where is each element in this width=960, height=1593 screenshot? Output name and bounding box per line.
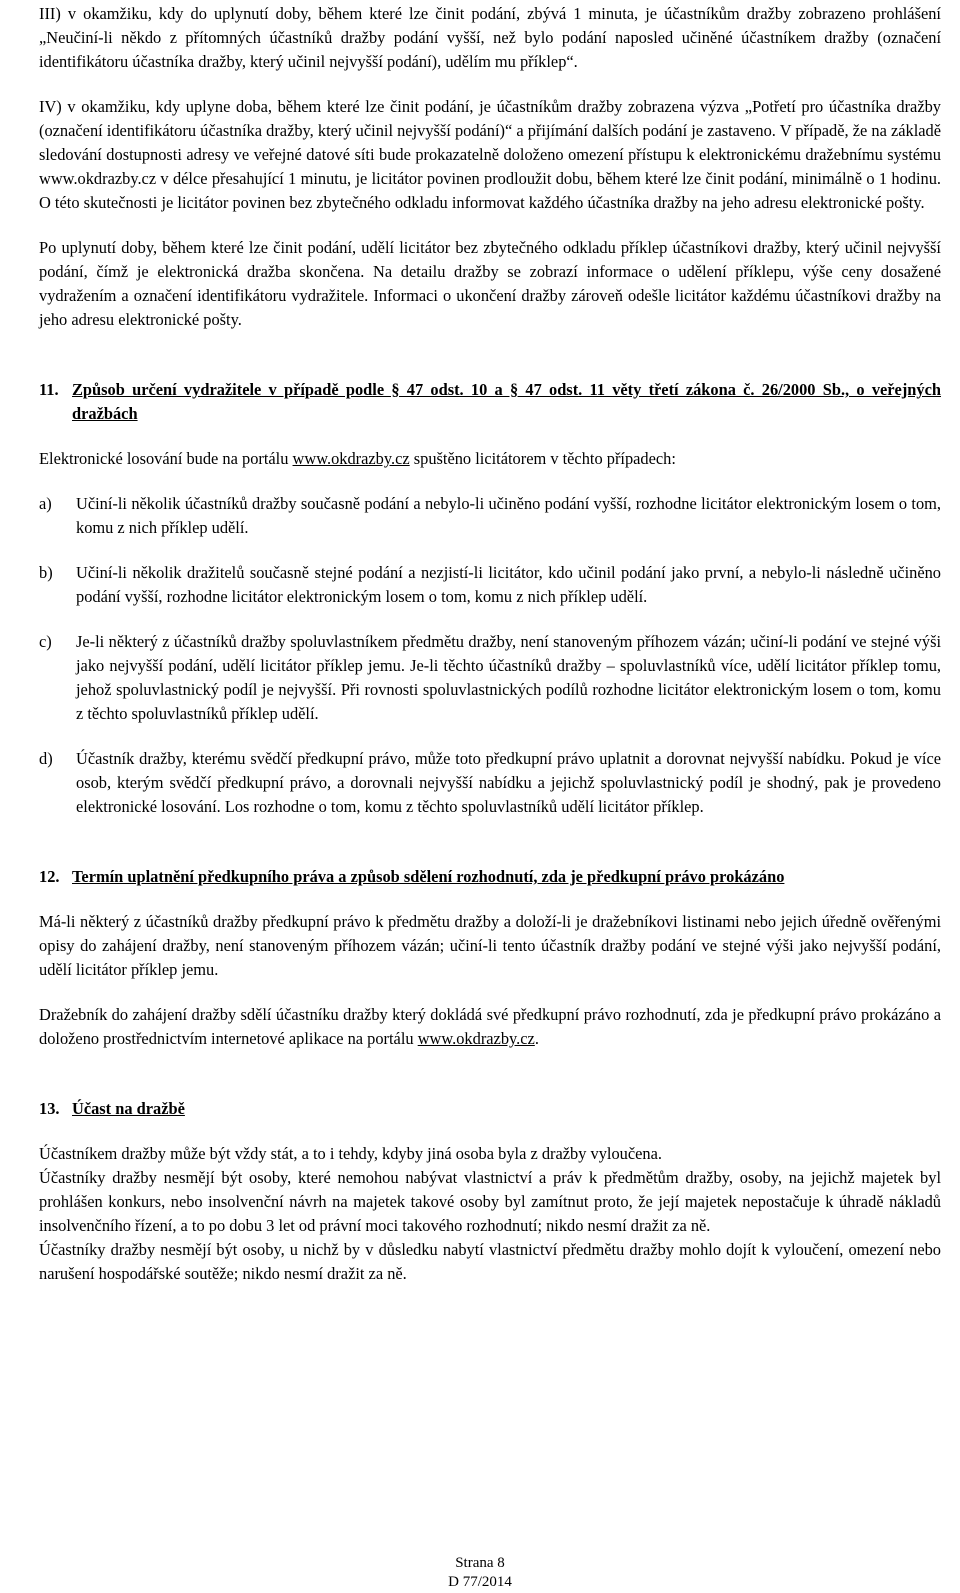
list-item-label: a) — [39, 494, 52, 513]
section-13-heading — [39, 1097, 941, 1121]
document-page — [39, 2, 941, 1286]
section-11-number: 11. — [39, 380, 59, 399]
section-12-paragraph-1: Má-li některý z účastníků dražby předkupní právo k předmětu dražby a doloží-li je dražebníkovi listinami nebo jejich úředně ověřenými opisy do zahájení dražby, není stanoveným příhozem vázán; učiní-li tento účastník dražby podání ve stejné výši jako nejvyšší podání, udělí licitátor příklep jemu. — [39, 912, 941, 979]
list-item-c — [39, 630, 941, 726]
section-11-title: Způsob určení vydražitele v případě podle § 47 odst. 10 a § 47 odst. 11 věty třetí zákona č. 26/2000 Sb., o veřejných dražbách — [72, 380, 941, 423]
section-12-number: 12. — [39, 867, 60, 886]
list-item-a — [39, 492, 941, 540]
section-12-title: Termín uplatnění předkupního práva a způsob sdělení rozhodnutí, zda je předkupní právo prokázáno — [72, 867, 785, 886]
section-13-paragraph-2: Účastníky dražby nesmějí být osoby, které nemohou nabývat vlastnictví a práv k předmětům dražby, osoby, na jejichž majetek byl prohlášen konkurs, nebo insolvenční návrh na majetek takové osoby byl zamítnut proto, že její majetek nepostačuje k úhradě nákladů insolvenčního řízení, a to po dobu 3 let od právní moci takového rozhodnutí; nikdo nesmí dražit za ně. — [39, 1168, 941, 1235]
section-13-paragraph-1: Účastníkem dražby může být vždy stát, a to i tehdy, kdyby jiná osoba byla z dražby vyloučena. — [39, 1144, 662, 1163]
section-13-number: 13. — [39, 1099, 60, 1118]
paragraph-iv: IV) v okamžiku, kdy uplyne doba, během které lze činit podání, je účastníkům dražby zobrazena výzva „Potřetí pro účastníka dražby (označení identifikátoru účastníka dražby, který učinil nejvyšší podání)“ a přijímání dalších podání je zastaveno. V případě, že na základě sledování dostupnosti adresy ve veřejné datové síti bude prokazatelně doloženo omezení přístupu k elektronickému dražebnímu systému www.okdrazby.cz v délce přesahující 1 minutu, je licitátor povinen prodloužit dobu, během které lze činit podání, minimálně o 1 hodinu. O této skutečnosti je licitátor povinen bez zbytečného odkladu informovat každého účastníka dražby na jeho adresu elektronické pošty. — [39, 97, 941, 212]
list-item-text: Je-li některý z účastníků dražby spoluvlastníkem předmětu dražby, není stanoveným příhozem vázán; učiní-li podání ve stejné výši jako nejvyšší podání, udělí licitátor příklep jemu. Je-li těchto účastníků dražby – spoluvlastníků více, udělí licitátor příklep tomu, jehož spoluvlastnický podíl je nejvyšší. Při rovnosti spoluvlastnických podílů rozhodne licitátor elektronickým losem o tom, komu z těchto spoluvlastníků příklep udělí. — [76, 632, 941, 723]
section-11-intro: Elektronické losování bude na portálu www.okdrazby.cz spuštěno licitátorem v těchto případech: — [39, 449, 676, 468]
list-item-b — [39, 561, 941, 609]
paragraph-iii: III) v okamžiku, kdy do uplynutí doby, během které lze činit podání, zbývá 1 minuta, je účastníkům dražby zobrazeno prohlášení „Neučiní-li někdo z přítomných účastníků dražby podání vyšší, než bylo podání naposled učiněné účastníkem dražby (označení identifikátoru účastníka dražby, který učinil nejvyšší podání), udělím mu příklep“. — [39, 4, 941, 71]
paragraph-after-bidding: Po uplynutí doby, během které lze činit podání, udělí licitátor bez zbytečného odkladu příklep účastníkovi dražby, který učinil nejvyšší podání, čímž je elektronická dražba skončena. Na detailu dražby se zobrazí informace o udělení příklepu, výše ceny dosažené vydražením a označení identifikátoru vydražitele. Informaci o ukončení dražby zároveň odešle licitátor každému účastníkovi dražby na jeho adresu elektronické pošty. — [39, 238, 941, 329]
section-13-paragraph-3: Účastníky dražby nesmějí být osoby, u nichž by v důsledku nabytí vlastnictví předmětu dražby mohlo dojít k vyloučení, omezení nebo narušení hospodářské soutěže; nikdo nesmí dražit za ně. — [39, 1240, 941, 1283]
section-12-heading — [39, 865, 941, 889]
section-11-heading — [39, 378, 941, 426]
list-item-text: Účastník dražby, kterému svědčí předkupní právo, může toto předkupní právo uplatnit a dorovnat nejvyšší nabídku. Pokud je více osob, kterým svědčí předkupní právo, a dorovnali nejvyšší nabídku a jejichž spoluvlastnický podíl je shodný, pak je provedeno elektronické losování. Los rozhodne o tom, komu z těchto spoluvlastníků udělí licitátor příklep. — [76, 749, 941, 816]
section-12-paragraph-2: Dražebník do zahájení dražby sdělí účastníku dražby který dokládá své předkupní právo rozhodnutí, zda je předkupní právo prokázáno a doloženo prostřednictvím internetové aplikace na portálu www.okdrazby.cz. — [39, 1005, 941, 1048]
list-item-label: b) — [39, 563, 53, 582]
list-item-text: Učiní-li několik dražitelů současně stejné podání a nezjistí-li licitátor, kdo učinil podání jako první, a nebylo-li následně učiněno podání vyšší, rozhodne licitátor elektronickým losem o tom, komu z nich příklep udělí. — [76, 563, 941, 606]
list-item-label: d) — [39, 749, 53, 768]
list-item-label: c) — [39, 632, 52, 651]
page-number: Strana 8 — [455, 1555, 505, 1571]
okdrazby-link[interactable]: www.okdrazby.cz — [417, 1029, 535, 1048]
list-item-text: Učiní-li několik účastníků dražby současně podání a nebylo-li učiněno podání vyšší, rozhodne licitátor elektronickým losem o tom, komu z nich příklep udělí. — [76, 494, 941, 537]
list-item-d — [39, 747, 941, 819]
okdrazby-link[interactable]: www.okdrazby.cz — [292, 449, 410, 468]
section-13-title: Účast na dražbě — [72, 1099, 185, 1118]
document-reference: D 77/2014 — [448, 1574, 512, 1590]
